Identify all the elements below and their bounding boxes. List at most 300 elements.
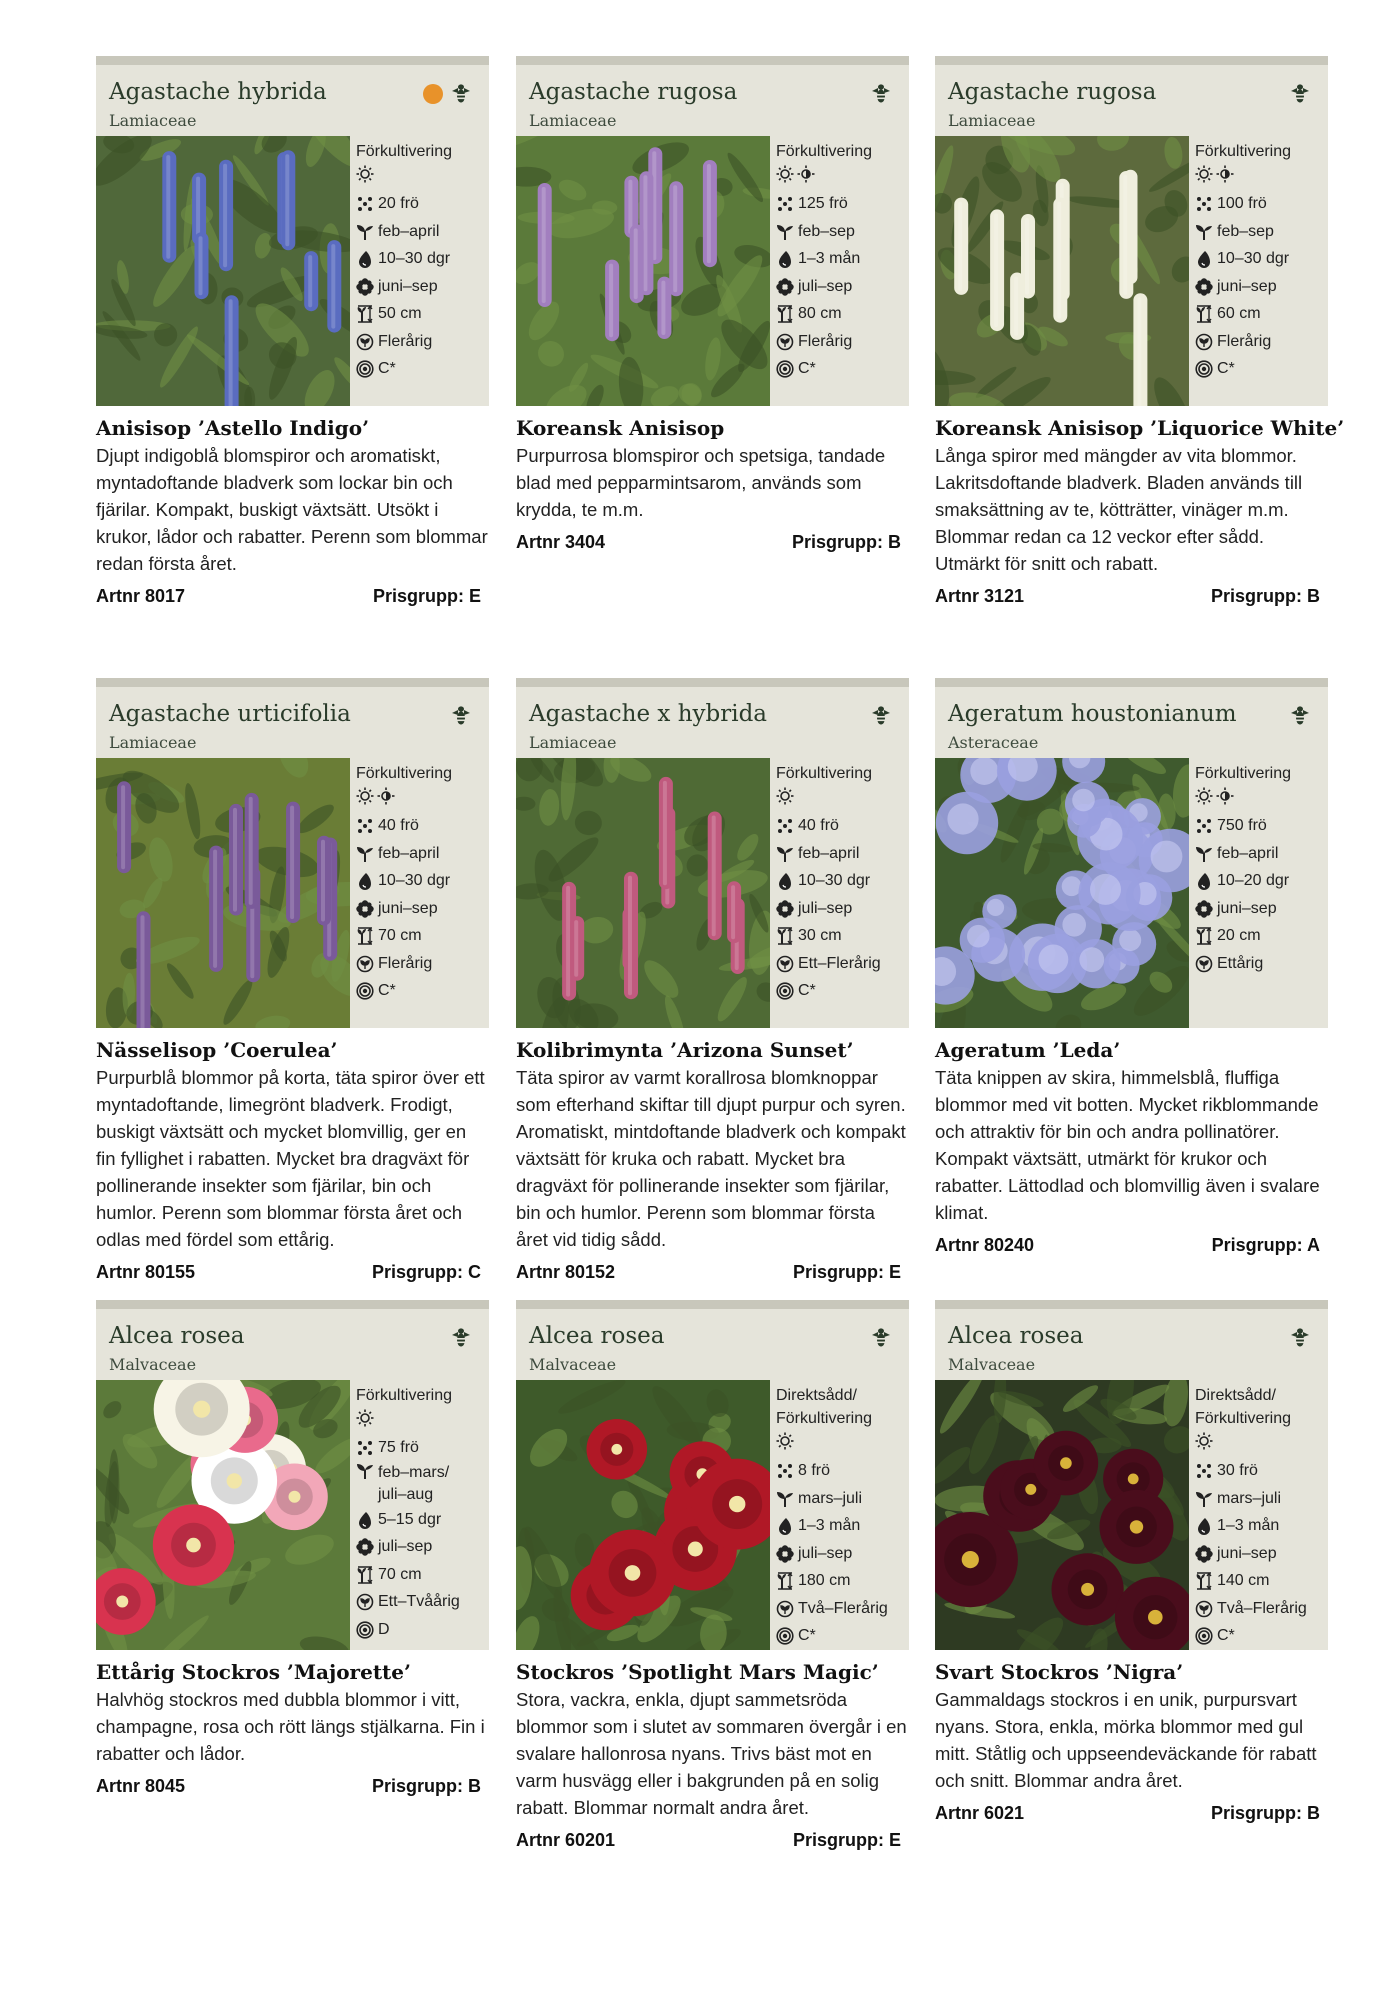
spec-value: juni–sep [1217, 1544, 1277, 1562]
full-sun-icon [776, 787, 794, 810]
article-number: Artnr 8045 [96, 1776, 186, 1796]
spec-value: 125 frö [798, 195, 848, 213]
seeds-icon [1195, 817, 1217, 835]
spec-row [776, 813, 909, 841]
spec-value: Två–Flerårig [798, 1599, 888, 1617]
spec-panel [1189, 136, 1328, 406]
light-requirement [356, 785, 489, 813]
bee-friendly-icon [451, 1327, 471, 1349]
spec-row [356, 950, 489, 978]
bee-friendly-icon [871, 1327, 891, 1349]
product-description: Gammaldags stockros i en unik, purpursvart nyans. Stora, enkla, mörka blommor med gul mitt. Ståtlig och uppseendeväckande för rabatt och snitt. Blommar andra året. [935, 1689, 1317, 1791]
price-group: Prisgrupp: E [792, 1262, 901, 1282]
card-header [516, 1300, 909, 1380]
spec-row [356, 301, 489, 329]
spec-row [356, 1616, 489, 1644]
spec-row [776, 246, 909, 274]
spec-row [356, 1506, 489, 1534]
product-card[interactable] [516, 1300, 909, 1853]
sowing-method: Förkultivering [776, 143, 873, 160]
spec-value: feb–april [378, 844, 440, 862]
bee-friendly-icon [1290, 83, 1310, 105]
spec-row [1195, 1513, 1328, 1541]
spec-value: juni–sep [378, 277, 438, 295]
lifecycle-icon [776, 333, 798, 351]
sowing-method: Förkultivering [1195, 765, 1292, 782]
sowing-method: Direktsådd/ Förkultivering [776, 1387, 873, 1427]
germination-icon [776, 250, 798, 268]
spec-value: 70 cm [378, 1565, 422, 1583]
bloom-period-icon [776, 900, 798, 918]
height-icon [356, 927, 378, 945]
full-sun-icon [1195, 787, 1213, 810]
bloom-period-icon [1195, 278, 1217, 296]
spec-value: Ett–Tvåårig [378, 1593, 460, 1611]
spec-value: 70 cm [378, 927, 422, 945]
sowing-method: Förkultivering [356, 1387, 453, 1404]
height-icon [776, 1572, 798, 1590]
half-shade-icon [1216, 165, 1234, 188]
card-header [516, 678, 909, 758]
light-requirement [1195, 1430, 1328, 1458]
product-card[interactable] [96, 678, 489, 1285]
sowing-method: Förkultivering [356, 765, 453, 782]
price-group: Prisgrupp: B [791, 532, 901, 552]
product-photo[interactable] [935, 136, 1189, 406]
zone-icon [776, 360, 798, 378]
price-group: Prisgrupp: E [792, 1830, 901, 1850]
product-photo[interactable] [935, 1380, 1189, 1650]
spec-value: 50 cm [378, 305, 422, 323]
spec-row [356, 895, 489, 923]
lifecycle-icon [1195, 955, 1217, 973]
product-card[interactable] [935, 1300, 1328, 1826]
spec-value: D [378, 1620, 390, 1638]
spec-value: C* [798, 1627, 816, 1645]
seeds-icon [1195, 195, 1217, 213]
spec-row [1195, 191, 1328, 219]
zone-icon [1195, 360, 1217, 378]
spec-value: feb–sep [1217, 222, 1274, 240]
price-group: Prisgrupp: B [1210, 586, 1320, 606]
germination-icon [1195, 1517, 1217, 1535]
half-shade-icon [797, 165, 815, 188]
article-number: Artnr 80240 [935, 1235, 1035, 1255]
bloom-period-icon [356, 1538, 378, 1556]
seeds-icon [776, 1462, 798, 1480]
product-photo[interactable] [516, 136, 770, 406]
spec-value: 80 cm [798, 305, 842, 323]
spec-value: 10–30 dgr [798, 872, 871, 890]
lifecycle-icon [776, 955, 798, 973]
bee-friendly-icon [871, 83, 891, 105]
price-group: Prisgrupp: B [1210, 1803, 1320, 1823]
bloom-period-icon [1195, 900, 1217, 918]
spec-row [776, 868, 909, 896]
spec-value: 30 frö [1217, 1462, 1258, 1480]
article-number: Artnr 3121 [935, 586, 1025, 606]
spec-panel [350, 758, 489, 1028]
card-header [96, 56, 489, 136]
spec-row [776, 950, 909, 978]
spec-value: juli–sep [798, 899, 853, 917]
product-photo[interactable] [96, 136, 350, 406]
price-group: Prisgrupp: C [371, 1262, 481, 1282]
spec-row [356, 273, 489, 301]
spec-value: mars–juli [798, 1489, 863, 1507]
half-shade-icon [377, 787, 395, 810]
spec-row [356, 1435, 489, 1463]
spec-row [1195, 895, 1328, 923]
card-header [935, 678, 1328, 758]
zone-icon [776, 982, 798, 1000]
spec-row [776, 1513, 909, 1541]
spec-row [356, 1589, 489, 1617]
spec-value: 60 cm [1217, 305, 1261, 323]
height-icon [356, 305, 378, 323]
seeds-icon [776, 817, 798, 835]
spec-row [1195, 950, 1328, 978]
spec-row [356, 191, 489, 219]
price-group: Prisgrupp: E [372, 586, 481, 606]
zone-icon [1195, 1627, 1217, 1645]
spec-row [1195, 328, 1328, 356]
product-description: Halvhög stockros med dubbla blommor i vitt, champagne, rosa och rött längs stjälkarna. Fin i rabatter och lådor. [96, 1689, 485, 1764]
spec-row [1195, 1568, 1328, 1596]
spec-row [776, 840, 909, 868]
height-icon [1195, 1572, 1217, 1590]
spec-row [1195, 840, 1328, 868]
article-number: Artnr 3404 [516, 532, 606, 552]
article-number: Artnr 80152 [516, 1262, 616, 1282]
bee-friendly-icon [871, 705, 891, 727]
spec-value: mars–juli [1217, 1489, 1282, 1507]
spec-value: 75 frö [378, 1439, 419, 1457]
spec-value: Ett–Flerårig [798, 954, 881, 972]
light-requirement [1195, 785, 1328, 813]
spec-row [356, 328, 489, 356]
spec-row [1195, 246, 1328, 274]
lifecycle-icon [1195, 1600, 1217, 1618]
bloom-period-icon [1195, 1545, 1217, 1563]
product-title[interactable]: Ageratum ’Leda’ [935, 1038, 1121, 1062]
product-description: Purpurrosa blomspiror och spetsiga, tandade blad med pepparmintsarom, används som krydda, te m.m. [516, 445, 886, 520]
bloom-period-icon [776, 278, 798, 296]
spec-value: feb–april [378, 222, 440, 240]
bloom-period-icon [356, 900, 378, 918]
product-description: Täta knippen av skira, himmelsblå, fluffiga blommor med vit botten. Mycket rikblommande och attraktiv för bin och andra pollinatörer. Kompakt växtsätt, utmärkt för krukor och rabatter. Lättodlad och blomvillig även i svalare klimat. [935, 1067, 1320, 1223]
latin-name: Alcea rosea [948, 1323, 1084, 1349]
full-sun-icon [356, 1409, 374, 1432]
card-header [935, 56, 1328, 136]
spec-value: Flerårig [378, 954, 433, 972]
spec-row [776, 895, 909, 923]
spec-row [776, 218, 909, 246]
spec-value: 8 frö [798, 1462, 831, 1480]
latin-name: Alcea rosea [109, 1323, 245, 1349]
zone-icon [356, 360, 378, 378]
bee-friendly-icon [1290, 705, 1310, 727]
height-icon [776, 305, 798, 323]
sow-period-icon [776, 1490, 798, 1508]
spec-value: 750 frö [1217, 817, 1267, 835]
spec-row [1195, 301, 1328, 329]
light-requirement [356, 1407, 489, 1435]
plant-family: Lamiaceae [529, 111, 617, 130]
spec-value: 20 frö [378, 195, 419, 213]
sow-period-icon [776, 845, 798, 863]
spec-row [1195, 813, 1328, 841]
product-title[interactable]: Svart Stockros ’Nigra’ [935, 1660, 1184, 1684]
article-number: Artnr 6021 [935, 1803, 1025, 1823]
plant-family: Lamiaceae [109, 111, 197, 130]
sow-period-icon [356, 223, 378, 241]
product-title[interactable]: Koreansk Anisisop ’Liquorice White’ [935, 416, 1345, 440]
spec-value: 10–30 dgr [378, 872, 451, 890]
light-requirement [776, 785, 909, 813]
germination-icon [776, 1517, 798, 1535]
product-description: Långa spiror med mängder av vita blommor. Lakritsdoftande bladverk. Bladen används till smaksättning av te, kötträtter, vinäger m.m. Blommar redan ca 12 veckor efter sådd. Utmärkt för snitt och rabatt. [935, 445, 1303, 574]
spec-row [776, 301, 909, 329]
spec-value: 20 cm [1217, 927, 1261, 945]
seeds-icon [776, 195, 798, 213]
germination-icon [356, 250, 378, 268]
latin-name: Alcea rosea [529, 1323, 665, 1349]
spec-value: 180 cm [798, 1572, 851, 1590]
spec-panel [350, 1380, 489, 1650]
product-photo[interactable] [96, 1380, 350, 1650]
latin-name: Agastache x hybrida [529, 701, 768, 727]
latin-name: Ageratum houstonianum [948, 701, 1237, 727]
sow-period-icon [356, 1462, 378, 1480]
germination-icon [1195, 872, 1217, 890]
spec-value: 40 frö [798, 817, 839, 835]
spec-row [776, 356, 909, 384]
spec-row [356, 978, 489, 1006]
product-title[interactable]: Nässelisop ’Coerulea’ [96, 1038, 338, 1062]
bloom-period-icon [356, 278, 378, 296]
light-requirement [776, 163, 909, 191]
product-description: Purpurblå blommor på korta, täta spiror över ett myntadoftande, limegrönt bladverk. Frodigt, buskigt växtsätt och mycket blomvillig, ger en fin fyllighet i rabatten. Mycket bra dragväxt för pollinerande insekter som fjärilar, bin och humlor. Perenn som blommar första året och odlas med fördel som ettårig. [96, 1067, 485, 1250]
spec-value: feb–sep [798, 222, 855, 240]
spec-value: 100 frö [1217, 195, 1267, 213]
full-sun-icon [776, 165, 794, 188]
light-requirement [1195, 163, 1328, 191]
zone-icon [356, 982, 378, 1000]
seeds-icon [356, 817, 378, 835]
spec-value: feb–mars/ juli–aug [378, 1464, 450, 1503]
spec-row [1195, 1540, 1328, 1568]
spec-panel [1189, 758, 1328, 1028]
latin-name: Agastache hybrida [109, 79, 327, 105]
spec-row [1195, 273, 1328, 301]
spec-row [776, 191, 909, 219]
germination-icon [1195, 250, 1217, 268]
spec-row [776, 328, 909, 356]
spec-row [1195, 868, 1328, 896]
product-card[interactable] [935, 678, 1328, 1258]
bee-friendly-icon [451, 83, 471, 105]
product-title[interactable]: Anisisop ’Astello Indigo’ [96, 416, 370, 440]
spec-value: Två–Flerårig [1217, 1599, 1307, 1617]
full-sun-icon [356, 165, 374, 188]
spec-row [1195, 1623, 1328, 1651]
product-title[interactable]: Kolibrimynta ’Arizona Sunset’ [516, 1038, 854, 1062]
lifecycle-icon [356, 333, 378, 351]
spec-value: juli–sep [798, 277, 853, 295]
spec-value: feb–april [1217, 844, 1279, 862]
spec-value: juni–sep [1217, 899, 1277, 917]
spec-row [356, 923, 489, 951]
plant-family: Asteraceae [948, 733, 1039, 752]
lifecycle-icon [1195, 333, 1217, 351]
plant-family: Lamiaceae [109, 733, 197, 752]
spec-value: 5–15 dgr [378, 1510, 442, 1528]
product-title[interactable]: Ettårig Stockros ’Majorette’ [96, 1660, 411, 1684]
product-photo[interactable] [96, 758, 350, 1028]
latin-name: Agastache rugosa [948, 79, 1157, 105]
spec-value: 10–20 dgr [1217, 872, 1290, 890]
bee-friendly-icon [1290, 1327, 1310, 1349]
spec-value: 30 cm [798, 927, 842, 945]
spec-row [776, 1540, 909, 1568]
spec-row [776, 1458, 909, 1486]
plant-family: Malvaceae [109, 1355, 197, 1374]
spec-row [356, 1462, 489, 1506]
spec-value: feb–april [798, 844, 860, 862]
full-sun-icon [776, 1432, 794, 1455]
spec-row [356, 356, 489, 384]
spec-row [776, 273, 909, 301]
sow-period-icon [356, 845, 378, 863]
germination-icon [356, 872, 378, 890]
product-card[interactable] [516, 56, 909, 555]
spec-value: C* [378, 982, 396, 1000]
sowing-method: Direktsådd/ Förkultivering [1195, 1387, 1292, 1427]
spec-value: 10–30 dgr [1217, 250, 1290, 268]
zone-icon [776, 1627, 798, 1645]
full-sun-icon [1195, 1432, 1213, 1455]
spec-value: 40 frö [378, 817, 419, 835]
spec-row [1195, 356, 1328, 384]
price-group: Prisgrupp: B [371, 1776, 481, 1796]
plant-family: Lamiaceae [529, 733, 617, 752]
full-sun-icon [356, 787, 374, 810]
spec-row [356, 840, 489, 868]
seeds-icon [356, 195, 378, 213]
spec-row [1195, 923, 1328, 951]
spec-row [356, 1561, 489, 1589]
bloom-period-icon [776, 1545, 798, 1563]
seeds-icon [1195, 1462, 1217, 1480]
product-description: Täta spiror av varmt korallrosa blomknoppar som efterhand skiftar till djupt purpur och syren. Aromatiskt, mintdoftande bladverk och kompakt växtsätt för kruka och rabatt. Mycket bra dragväxt för pollinerande insekter som fjärilar, bin och humlor. Perenn som blommar första året vid tidig sådd. [516, 1067, 906, 1250]
height-icon [1195, 305, 1217, 323]
product-card[interactable] [96, 1300, 489, 1799]
spec-value: juli–sep [378, 1538, 433, 1556]
height-icon [356, 1566, 378, 1584]
spec-value: 1–3 mån [798, 1517, 861, 1535]
article-number: Artnr 60201 [516, 1830, 616, 1850]
spec-value: 10–30 dgr [378, 250, 451, 268]
seeds-icon [356, 1439, 378, 1457]
spec-value: 1–3 mån [798, 250, 861, 268]
spec-row [356, 1534, 489, 1562]
sow-period-icon [1195, 1490, 1217, 1508]
spec-row [1195, 1595, 1328, 1623]
light-requirement [776, 1430, 909, 1458]
product-photo[interactable] [516, 1380, 770, 1650]
spec-row [776, 1623, 909, 1651]
product-card[interactable] [935, 56, 1345, 609]
article-number: Artnr 80155 [96, 1262, 196, 1282]
spec-value: Ettårig [1217, 954, 1264, 972]
spec-panel [1189, 1380, 1328, 1650]
plant-family: Lamiaceae [948, 111, 1036, 130]
card-header [96, 1300, 489, 1380]
product-photo[interactable] [516, 758, 770, 1028]
full-sun-icon [1195, 165, 1213, 188]
lifecycle-icon [356, 1593, 378, 1611]
zone-icon [356, 1621, 378, 1639]
spec-row [356, 218, 489, 246]
sow-period-icon [1195, 223, 1217, 241]
spec-value: C* [798, 982, 816, 1000]
height-icon [1195, 927, 1217, 945]
height-icon [776, 927, 798, 945]
spec-row [356, 246, 489, 274]
product-photo[interactable] [935, 758, 1189, 1028]
spec-row [776, 1568, 909, 1596]
sowing-method: Förkultivering [776, 765, 873, 782]
spec-value: C* [378, 360, 396, 378]
bee-friendly-icon [451, 705, 471, 727]
product-description: Djupt indigoblå blomspiror och aromatiskt, myntadoftande bladverk som lockar bin och fjärilar. Kompakt, buskigt växtsätt. Utsökt i krukor, lådor och rabatter. Perenn som blommar redan första året. [96, 445, 488, 574]
lifecycle-icon [776, 1600, 798, 1618]
plant-family: Malvaceae [529, 1355, 617, 1374]
sow-period-icon [776, 223, 798, 241]
novelty-dot-icon [423, 84, 443, 104]
spec-value: juni–sep [378, 899, 438, 917]
product-description: Stora, vackra, enkla, djupt sammetsröda blommor som i slutet av sommaren övergår i en svalare hallonrosa nyans. Trivs bäst mot en varm husvägg eller i bakgrunden på en solig rabatt. Blommar normalt andra året. [516, 1689, 907, 1818]
spec-value: C* [1217, 360, 1235, 378]
product-card[interactable] [516, 678, 909, 1285]
spec-row [1195, 218, 1328, 246]
spec-row [1195, 1485, 1328, 1513]
spec-value: 140 cm [1217, 1572, 1270, 1590]
latin-name: Agastache urticifolia [109, 701, 351, 727]
spec-row [776, 923, 909, 951]
germination-icon [356, 1511, 378, 1529]
spec-panel [770, 1380, 909, 1650]
spec-panel [770, 758, 909, 1028]
product-title[interactable]: Koreansk Anisisop [516, 416, 725, 440]
spec-value: C* [798, 360, 816, 378]
spec-row [776, 1595, 909, 1623]
spec-value: Flerårig [798, 332, 853, 350]
spec-row [356, 813, 489, 841]
spec-value: Flerårig [378, 332, 433, 350]
spec-value: 1–3 mån [1217, 1517, 1280, 1535]
light-requirement [356, 163, 489, 191]
product-title[interactable]: Stockros ’Spotlight Mars Magic’ [516, 1660, 879, 1684]
spec-row [1195, 1458, 1328, 1486]
price-group: Prisgrupp: A [1211, 1235, 1320, 1255]
germination-icon [776, 872, 798, 890]
lifecycle-icon [356, 955, 378, 973]
spec-row [776, 978, 909, 1006]
product-card[interactable] [96, 56, 489, 609]
spec-panel [350, 136, 489, 406]
